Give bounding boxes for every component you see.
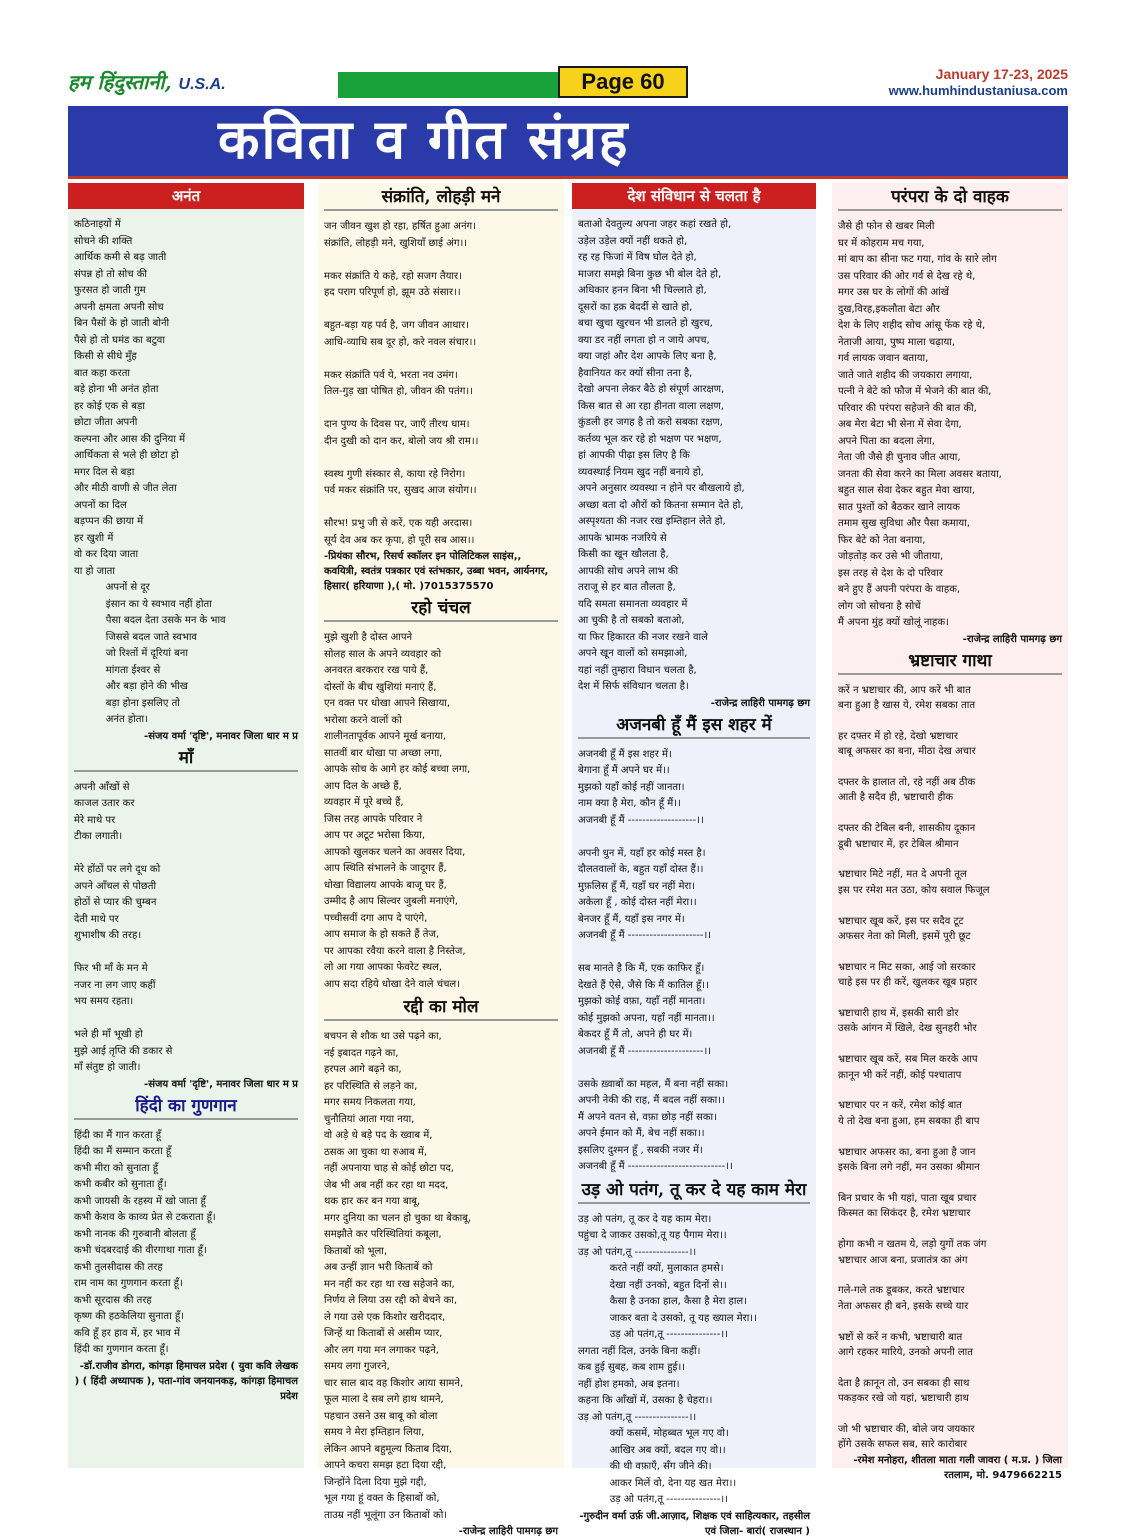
poem-author: -प्रियंका सौरभ, रिसर्च स्कॉलर इन पोलिटिकल साइंस,, कवयित्री, स्वतंत्र पत्रकार एवं स्तंभकार, उब्बा भवन, आर्यनगर, हिसार( हरियाणा ),( मो. )7015375570 [324, 551, 549, 592]
poem-text: जन जीवन खुश हो रहा, हर्षित हुआ अनंग। संक्रांति, लोहड़ी मने, खुशियाँ छाई अंग।। मकर संक्रांति ये कहे, रहो सजग तैयार। हद पराग परिपूर्ण हो, झूम उठे संसार।। बहुत-बड़ा यह पर्व है, जग जीवन आधार। आधि-व्याधि सब दूर हो, करे नवल संचार।। मकर संक्रांति पर्व ये, भरता नव उमंग। तिल-गुड़ खा पोषित हो, जीवन की पतंग।। दान पुण्य के दिवस पर, जाएँ तीरथ धाम। दीन दुखी को दान कर, बोलो जय श्री राम।। स्वस्थ गुणी संस्कार से, काया रहे निरोग। पर्व मकर संक्रांति पर, सुखद आज संयोग।। सौरभ! प्रभु जी से करें, एक यही अरदास। सूर्य देव अब कर कृपा, हो पूरी सब आस।। [324, 221, 479, 546]
poem-text: उड़ ओ पतंग, तू कर दे यह काम मेरा। पहुंचा दे जाकर उसको,तू यह पैगाम मेरा।। उड़ ओ पतंग,तू ---------------।। करते नहीं क्यों, मुलाकात हमसे। देखा नहीं उनको, बहुत दिनों से।। कैसा है उनका हाल, कैसा है मेरा हाल। जाकर बता दे उसको, तू यह ख्याल मेरा।। उड़ ओ पतंग,तू ---------------।। लगता नहीं दिल, उनके बिना कहीं। कब हुई सुबह, कब शाम हुई।। नहीं होश हमको, अब इतना। कहना कि आँखों में, उसका है चेहरा।। उड़ ओ पतंग,तू ---------------।। क्यों कसमें, मोहब्बत भूल गए वो। आखिर अब क्यों, बदल गए वो।। की थी वफ़ाएँ, सँग जीने की। आकर मिलें वो, देना यह खत मेरा।। उड़ ओ पतंग,तू ---------------।। [578, 1213, 757, 1505]
section-banner: कविता व गीत संग्रह [68, 106, 1068, 176]
poem-title: संक्रांति, लोहड़ी मने [324, 185, 558, 211]
poem-author: -संजय वर्मा 'दृष्टि', मनावर जिला धार म प्र [144, 1078, 298, 1090]
poem-title: हिंदी का गुणगान [74, 1094, 298, 1120]
masthead-title: हम हिंदुस्तानी, [68, 70, 172, 94]
masthead-usa: U.S.A. [178, 76, 226, 93]
poem-title: अनंत [68, 183, 304, 209]
poem-author: -रमेश मनोहरा, शीतला माता गली जावरा ( म.प्र. ) जिला रतलाम, मो. 9479662215 [853, 1454, 1062, 1481]
poem-title: परंपरा के दो वाहक [838, 185, 1062, 211]
column-4 [832, 183, 1068, 1481]
poem-title: उड़ ओ पतंग, तू कर दे यह काम मेरा [578, 1178, 810, 1204]
poem-title: भ्रष्टाचार गाथा [838, 649, 1062, 675]
poem-author: -राजेन्द्र लाहिरी पामगढ़ छग [458, 1526, 558, 1537]
website-link[interactable]: www.humhindustaniusa.com [888, 83, 1068, 98]
poem-title: अजनबी हूँ मैं इस शहर में [578, 713, 810, 739]
poem-text: अपनी आँखों से काजल उतार कर मेरे माथे पर टीका लगाती। मेरे होंठों पर लगे दूध को अपने आँचल से पोछती होठों से प्यार की चुम्बन देती माथे पर शुभाशीष की तरह। फिर भी माँ के मन मे नजर ना लग जाए कहीं भय समय रहता। भले ही माँ भूखी हो मुझे आई तृप्ति की डकार से माँ संतुष्ट हो जाती। [74, 781, 173, 1073]
poem-author: -राजेन्द्र लाहिरी पामगढ़ छग [710, 697, 810, 709]
poem-text: अजनबी हूँ मैं इस शहर में। बेगाना हूँ मैं अपने घर में।। मुझको यहाँ कोई नहीं जानता। नाम क्या है मेरा, कौन हूँ मैं।। अजनबी हूँ मैं -------------------।। अपनी धुन में, यहाँ हर कोई मस्त है। दौलतवालों के, बहुत यहाँ दोस्त हैं।। मुफ़लिस हूँ मैं, यहाँ घर नहीं मेरा। अकेला हूँ , कोई दोस्त नहीं मेरा।। बेनजर हूँ मैं, यहाँ इस नगर में। अजनबी हूँ मैं ---------------------।। सब मानते है कि मैं, एक काफिर हूँ। देखते हैं ऐसे, जैसे कि मैं कातिल हूँ।। मुझको कोई वफ़ा, यहाँ नहीं मानता। कोई मुझको अपना, यहाँ नहीं मानता।। बेकदर हूँ मैं तो, अपने ही घर में। अजनबी हूँ मैं ---------------------।। उसके ख़्वाबों का महल, मैं बना नहीं सका। अपनी नेकी की राह, मैं बदल नहीं सका।। मैं अपने वतन से, वफ़ा छोड़ नहीं सका। अपने ईमान को मैं, बेच नहीं सका।। इसलिए दुश्मन हूँ , सबकी नजर में। अजनबी हूँ मैं ---------------------------।। [578, 748, 733, 1172]
page-number-badge: Page 60 [558, 66, 688, 98]
poem-author: -राजेन्द्र लाहिरी पामगढ़ छग [962, 633, 1062, 645]
poem-author: -गुरुदीन वर्मा उर्फ़ जी.आज़ाद, शिक्षक एवं साहित्यकार, तहसील एवं जिला- बारां( राजस्थान ) [579, 1510, 810, 1537]
poem-text: जैसे ही फोन से खबर मिली घर में कोहराम मच गया, मां बाप का सीना फट गया, गांव के सारे लोग उस परिवार की ओर गर्व से देख रहे थे, मगर उस घर के लोगों की आंखें दुख,विरह,इकलौता बेटा और देश के लिए शहीद सोच आंसू फेंक रहे थे, नेताजी आया, पुष्प माला चढ़ाया, गर्व लायक जवान बताया, जाते जाते शहीद की जयकारा लगाया, पत्नी ने बेटे को फौज में भेजने की बात की, परिवार की परंपरा सहेजने की बात की, अब मेरा बेटा भी सेना में सेवा देगा, अपने पिता का बदला लेगा, नेता जी जैसे ही चुनाव जीत आया, जनता की सेवा करने का मिला अवसर बताया, बहुत साल सेवा देकर बहुत मेवा खाया, सात पुश्तों को बैठकर खाने लायक तमाम सुख सुविधा और पैसा कमाया, फिर बेटे को नेता बनाया, जोड़तोड़ कर उसे भी जीताया, इस तरह से देश के दो परिवार बने हुए हैं अपनी परंपरा के वाहक, लोग जो सोचना है सोचें मैं अपना मुंह क्यों खोलूं नाहक। [838, 221, 1002, 628]
poem-text: मुझे खुशी है दोस्त आपने सोलह साल के अपने व्यवहार को अनवरत बरकरार रख पाये हैं, दोस्तों के बीच खुशियां मनाएं हैं, एन वक्त पर धोखा आपने सिखाया, भरोसा करने वालों को शालीनतापूर्वक आपने मूर्ख बनाया, सातवीं बार धोखा पा अच्छा लगा, आपके सोच के आगे हर कोई बच्चा लगा, आप दिल के अच्छे हैं, व्यवहार में पूरे बच्चे हैं, जिस तरह आपके परिवार ने आप पर अटूट भरोसा किया, आपको खुलकर चलने का अवसर दिया, आप स्थिति संभालने के जादूगर हैं, धोखा विद्यालय आपके बाजू घर हैं, उम्मीद है आप सिल्वर जुबली मनाएंगे, पच्चीसवीं दगा आप दे पाएंगे, आप समाज के हो सकते हैं तेज, पर आपका रवैया करने वाला है निस्तेज, लो आ गया आपका फेवरेट स्थल, आप सदा रहिये धोखा देने वाले चंचल। [324, 632, 471, 990]
poem-text: हिंदी का मैं गान करता हूँ हिंदी का मैं सम्मान करता हूँ कभी मीरा को सुनाता हूँ कभी कबीर को सुनाता हूँ। कभी जायसी के रहस्य में खो जाता हूँ कभी केशव के काव्य प्रेत से टकराता हूँ। कभी नानक की गुरुबानी बोलता हूँ कभी चंदबरदाई की वीरगाथा गाता हूँ। कभी तुलसीदास की तरह राम नाम का गुणगान करता हूँ। कभी सूरदास की तरह कृष्ण की हठकेलिया सुनाता हूँ। कवि हूँ हर हाव में, हर भाव में हिंदी का गुणगान करता हूँ। [74, 1129, 216, 1355]
column-1 [68, 183, 304, 1468]
banner-accent-line [68, 176, 1068, 179]
poem-text: बचपन से शौक था उसे पढ़ने का, नई इबादत गढ़ने का, हरपल आगे बढ़ने का, हर परिस्थिति से लड़ने का, मगर समय निकलता गया, चुनौतियां आता गया नया, वो अड़े थे बड़े पद के ख्वाब में, ठसक आ चुका था रुआब में, नहीं अपनाया चाह से कोई छोटा पद, जेब भी अब नहीं कर रहा था मदद, थक हार कर बन गया बाबू, मगर दुनिया का चलन हो चुका था बेकाबू, समझौते कर परिस्थितियां कबूला, किताबों को भूला, अब उन्हीं ज्ञान भरी किताबें को मन नहीं कर रहा था रख सहेजने का, निर्णय ले लिया उस रद्दी को बेचने का, ले गया उसे एक किशोर खरीददार, जिन्हें था किताबों से असीम प्यार, और लग गया मन लगाकर पढ़ने, समय लगा गुजरने, चार साल बाद वह किशोर आया सामने, फूल माला दे सब लगे हाथ थामने, पहचान उसने उस बाबू को बोला समय ने मेरा इम्तिहान लिया, लेकिन आपने बहुमूल्य किताब दिया, आपने कचरा समझ हटा दिया रद्दी, जिन्होंने दिला दिया मुझे गद्दी, भूल गया हूं वक्त के हिसाबों को, ताउम्र नहीं भूलूंगा उन किताबों को। [324, 1031, 472, 1521]
poem-title: रहो चंचल [324, 596, 558, 622]
column-3 [572, 183, 816, 1537]
header-strip [338, 72, 568, 98]
issue-date: January 17-23, 2025 [935, 66, 1068, 82]
poem-text: कठिनाइयों में सोचने की शक्ति आर्थिक कमी से बढ़ जाती संपन्न हो तो सोच की फुरसत हो जाती गुम अपनी क्षमता अपनी सोच बिन पैसों के हो जाती बोनी पैसे हो तो घमंड का बटुवा किसी से सीधे मुँह बात कहा करता बड़े होना भी अनंत होता हर कोई एक से बड़ा छोटा जीता अपनी कल्पना और आस की दुनिया में आर्थिकता से भले ही छोटा हो मगर दिल से बड़ा और मीठी वाणी से जीत लेता अपनों का दिल बड़प्पन की छाया में हर खुशी में वो कर दिया जाता या हो जाता अपनों से दूर इंसान का ये स्वभाव नहीं होता पैसा बदल देता उसके मन के भाव जिससे बदल जाते स्वभाव जो रिश्तों में दूरियां बना मांगता ईश्वर से और बड़ा होने की भीख बड़ा होना इसलिए तो अनंत होता। [74, 219, 226, 725]
poem-title: रद्दी का मोल [324, 995, 558, 1021]
poem-author: -डॉ.राजीव डोगरा, कांगड़ा हिमाचल प्रदेश ( युवा कवि लेखक ) ( हिंदी अध्यापक ), पता-गांव जनयानकड़, कांगड़ा हिमाचल प्रदेश [74, 1360, 298, 1402]
masthead [68, 68, 226, 95]
poem-text: बताओ देवतुल्य अपना जहर कहां रखते हो, उड़ेल उड़ेल क्यों नहीं थकते हो, रह रह फिजां में विष घोल देते हो, माजरा समझे बिना कुछ भी बोल देते हो, अधिकार हनन बिना भी चिल्लाते हो, दूसरों का हक़ बेदर्दी से खाते हो, बचा खुचा खुरचन भी डालते हो खुरच, क्या डर नहीं लगता हो न जाये अपच, क्या जहां और देश आपके लिए बना है, हैवानियत कर क्यों सीना तना है, देखो अपना लेकर बैठे हो संपूर्ण आरक्षण, किस बात से आ रहा हीनता वाला लक्षण, कुंडली हर जगह है तो करो सबका रक्षण, कर्तव्य भूल कर रहे हो भक्षण पर भक्षण, हां आपकी पीढ़ा इस लिए है कि व्यवस्थाई नियम खुद नहीं बनाये हो, अपने अनुसार व्यवस्था न होने पर बौखलाये हो, अच्छा बता दो औरों को कितना सम्मान देते हो, अस्पृश्यता की नजर रख इम्तिहान लेते हो, आपके भ्रामक नजरिये से किसी का खून खौलता है, आपकी सोच अपने लाभ की तराजू से हर बात तौलता है, यदि समता समानता व्यवहार में आ चुकी है तो सबको बताओ, या फिर हिकारत की नजर रखने वाले अपने खून वालों को समझाओ, यहां नहीं तुम्हारा विधान चलता है, देश में सिर्फ संविधान चलता है। [578, 219, 745, 692]
page-header [68, 66, 1068, 100]
poem-title: माँ [74, 746, 298, 772]
poem-title: देश संविधान से चलता है [572, 183, 816, 209]
poem-author: -संजय वर्मा 'दृष्टि', मनावर जिला धार म प्र [144, 730, 298, 742]
poem-text: करें न भ्रष्टाचार की, आप करें भी बात बना हुआ है खास ये, रमेश सबका तात हर दफ्तर में हो रहे, देखो भ्रष्टाचार बाबू अफसर का बना, मीठा देख अचार दफ्तर के हालात तो, रहे नहीं अब ठीक आती है सदैव ही, भ्रष्टाचारी हीक दफ्तर की टेबिल बनी, शासकीय दूकान डूबी भ्रष्टाचार में, हर टेबिल श्रीमान भ्रष्टाचार मिटे नहीं, मत दे अपनी तूल इस पर रमेश मत उठा, कोय सवाल फिजूल भ्रष्टाचार खूब करें, इस पर सदैव टूट अफसर नेता को मिली, इसमें पूरी छूट भ्रष्टाचार न मिट सका, आई जो सरकार चाहे इस पर ही करें, खुलकर खूब प्रहार भ्रष्टाचारी हाथ में, इसकी सारी डोर उसके आंगन में खिले, देख सुनहरी भोर भ्रष्टाचार खूब करें, सब मिल करके आप क़ानून भी करें नहीं, कोई पश्चाताप भ्रष्टाचार पर न करें, रमेश कोई बात ये तो देख बना हुआ, हम सबका ही बाप भ्रष्टाचार अफसर का, बना हुआ है जान इसके बिना लगे नहीं, मन उसका श्रीमान बिन प्रचार के भी यहां, पाता खूब प्रचार किस्मत का सिकंदर है, रमेश भ्रष्टाचार होगा कभी न खतम ये, लड़ो युगों तक जंग भ्रष्टाचार आज बना, प्रजातंत्र का अंग गले-गले तक डूबकर, करते भ्रष्टाचार नेता अफसर ही बने, इसके सच्चे यार भ्रष्टों से करें न कभी, भ्रष्टाचारी बात आगे रहकर मारिये, उनको अपनी लात देता है क़ानून तो, उन सबका ही साथ पकड़कर रखे जो यहां, भ्रष्टाचारी हाथ जो भी भ्रष्टाचार की, बोले जय जयकार होंगे उसके सफल सब, सारे कारोबार [838, 684, 990, 1451]
column-2 [318, 183, 564, 1537]
